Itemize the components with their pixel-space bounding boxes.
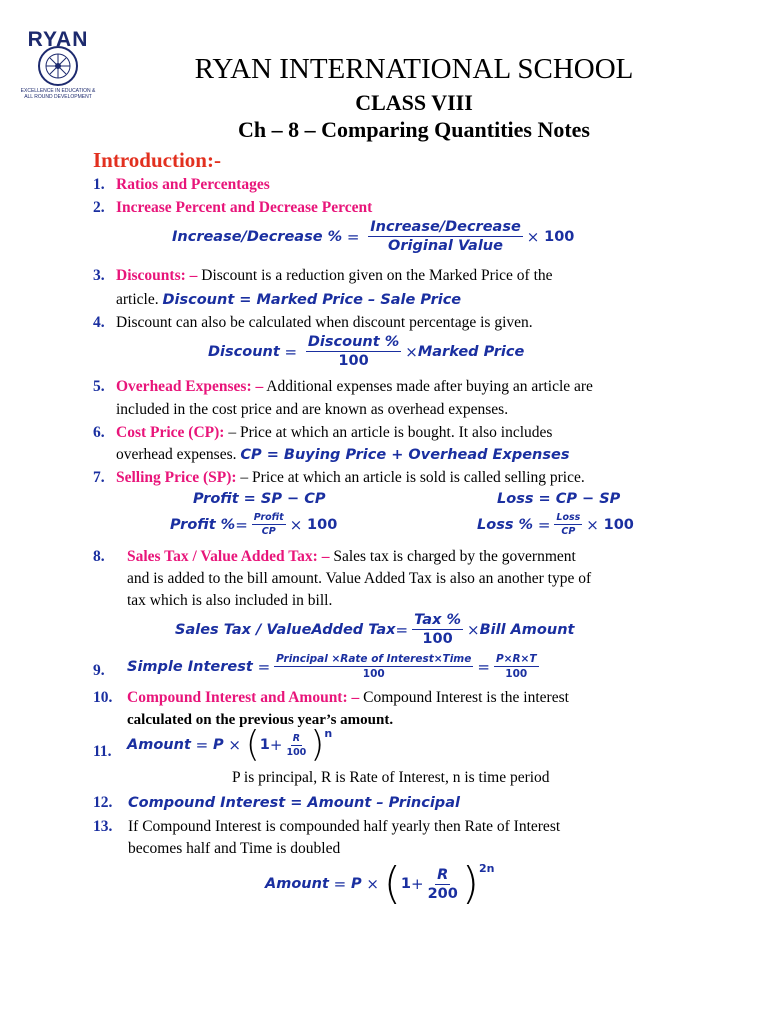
logo-tagline-1: EXCELLENCE IN EDUCATION & [20, 88, 96, 94]
school-title: RYAN INTERNATIONAL SCHOOL [194, 53, 634, 85]
formula-lhs: Loss % [477, 516, 534, 533]
item-text: calculated on the previous year’s amount. [127, 712, 394, 728]
formula-rhs: Marked Price [417, 343, 525, 360]
item-text: and is added to the bill amount. Value Added Tax is also an another type of [127, 570, 592, 587]
item-title: Compound Interest and Amount: – [127, 689, 360, 706]
formula-amount-half-yearly: Amount = P × ( 1 + $\frac{R}{200}$ ) 2n [265, 858, 495, 909]
item-number: 6. [93, 424, 105, 441]
item-number: 11. [93, 743, 112, 760]
introduction-heading: Introduction:- [93, 148, 221, 172]
item-number: 13. [93, 818, 113, 835]
item-text: tax which is also included in bill. [127, 592, 333, 609]
item-number: 5. [93, 378, 105, 395]
item-text: overhead expenses. [116, 446, 241, 463]
formula-amount: Amount = P × ( 1 + $\frac{R}{100}$ ) n [127, 724, 333, 765]
item-text: Sales tax is charged by the government [329, 548, 576, 565]
fraction [252, 512, 286, 537]
formula-lhs: Amount [127, 737, 191, 753]
fraction [286, 733, 306, 758]
fraction [554, 512, 582, 537]
item-text: Additional expenses made after buying an article are [263, 378, 593, 395]
formula-discount: Discount = Marked Price – Sale Price [162, 292, 462, 308]
item-text: becomes half and Time is doubled [128, 840, 341, 857]
fraction-2 [494, 653, 539, 680]
denominator: 100 [362, 668, 385, 680]
formula-lhs: Increase/Decrease % [172, 228, 343, 245]
item-text: If Compound Interest is compounded half yearly then Rate of Interest [128, 818, 561, 835]
formula-loss-percent: Loss % = $\frac{\text{Loss}}{CP}$ × 100 [477, 512, 634, 537]
denominator: CP [261, 526, 276, 537]
denominator: 100 [286, 746, 307, 758]
item-text: Discount is a reduction given on the Marked Price of the [197, 267, 553, 284]
item-number: 10. [93, 689, 113, 706]
formula-rhs: Bill Amount [479, 621, 575, 638]
numerator: Principal ×Rate of Interest×Time [276, 653, 472, 665]
item-number: 12. [93, 794, 113, 811]
one: 1 [400, 876, 411, 892]
formula-cost-price: CP = Buying Price + Overhead Expenses [240, 447, 570, 463]
formula-loss [497, 491, 620, 507]
item-text: P is principal, R is Rate of Interest, n is time period [232, 769, 550, 786]
denominator: 100 [338, 353, 369, 369]
formula-lhs: Sales Tax / ValueAdded Tax [175, 621, 396, 638]
multiplier: 100 [307, 516, 338, 533]
fraction [428, 867, 458, 902]
denominator: Original Value [388, 238, 503, 254]
exponent: n [324, 727, 333, 740]
item-title: Sales Tax / Value Added Tax: – [127, 548, 330, 565]
item-number: 8. [93, 548, 105, 565]
formula-lhs: Discount [208, 343, 280, 360]
formula-sales-tax: Sales Tax / ValueAdded Tax = $\frac{\text{Tax \%}}{100}$ × Bill Amount [175, 612, 575, 647]
item-number: 4. [93, 314, 105, 331]
fraction [412, 612, 463, 647]
formula-simple-interest: Simple Interest = $\frac{\text{Principal ×Rate of Interest×Time}}{100}$ = $\frac{P\times R\times T}{100}$ [127, 653, 537, 680]
one: 1 [259, 737, 270, 753]
principal-symbol: P [212, 737, 224, 753]
formula-increase-decrease: Increase/Decrease % = $\frac{\text{Increase/Decrease}}{\text{Original Value}}$ × 100 [172, 219, 575, 254]
formula-lhs: Simple Interest [127, 658, 253, 675]
logo-word: RYAN [27, 28, 89, 51]
item-text: included in the cost price and are known as overhead expenses. [116, 401, 509, 418]
denominator: CP [561, 526, 576, 537]
fraction [368, 219, 523, 254]
numerator: R [437, 866, 449, 883]
formula-profit-percent: Profit % = $\frac{\text{Profit}}{CP}$ × 100 [170, 512, 338, 537]
fraction [306, 334, 401, 369]
numerator: Increase/Decrease [370, 219, 521, 235]
formula-profit [193, 491, 325, 507]
chapter-title: Ch – 8 – Comparing Quantities Notes [237, 117, 590, 142]
item-text: Discount can also be calculated when discount percentage is given. [116, 314, 533, 331]
item-text: Compound Interest is the interest [359, 689, 569, 706]
item-title: Ratios and Percentages [116, 176, 270, 193]
numerator: R [292, 732, 301, 744]
item-text: – Price at which an article is sold is called selling price. [236, 469, 585, 486]
loss-formula: Loss = CP − SP [497, 491, 621, 507]
numerator: Profit [253, 512, 284, 523]
numerator: Discount % [307, 334, 400, 350]
item-title: Increase Percent and Decrease Percent [116, 199, 373, 216]
item-number: 3. [93, 267, 105, 284]
item-text: article. [116, 291, 163, 308]
profit-formula: Profit = SP − CP [193, 491, 326, 507]
class-title: CLASS VIII [355, 90, 473, 115]
item-title: Selling Price (SP): [116, 469, 237, 486]
item-title: Cost Price (CP): [116, 424, 225, 441]
item-title: Overhead Expenses: – [116, 378, 264, 395]
formula-compound-interest: Compound Interest = Amount – Principal [128, 795, 460, 811]
item-number: 2. [93, 199, 105, 216]
item-number: 7. [93, 469, 105, 486]
fraction [274, 653, 473, 680]
denominator: 200 [427, 885, 458, 902]
item-number: 9. [93, 662, 105, 679]
principal-symbol: P [350, 876, 362, 892]
denominator: 100 [422, 631, 453, 647]
numerator: P×R×T [495, 653, 537, 665]
numerator: Tax % [414, 612, 461, 628]
item-title: Discounts: – [116, 267, 198, 284]
logo-tagline-2: ALL ROUND DEVELOPMENT [24, 94, 92, 100]
item-text: – Price at which an article is bought. It also includes [224, 424, 553, 441]
numerator: Loss [556, 512, 581, 523]
exponent: 2n [479, 862, 495, 875]
formula-lhs: Profit % [170, 516, 236, 533]
item-number: 1. [93, 176, 105, 193]
formula-discount-percent: Discount = $\frac{\text{Discount \%}}{100}$ × Marked Price [208, 334, 525, 369]
multiplier: 100 [603, 516, 634, 533]
formula-lhs: Amount [265, 876, 329, 892]
denominator: 100 [505, 668, 528, 680]
multiplier: 100 [544, 228, 575, 245]
